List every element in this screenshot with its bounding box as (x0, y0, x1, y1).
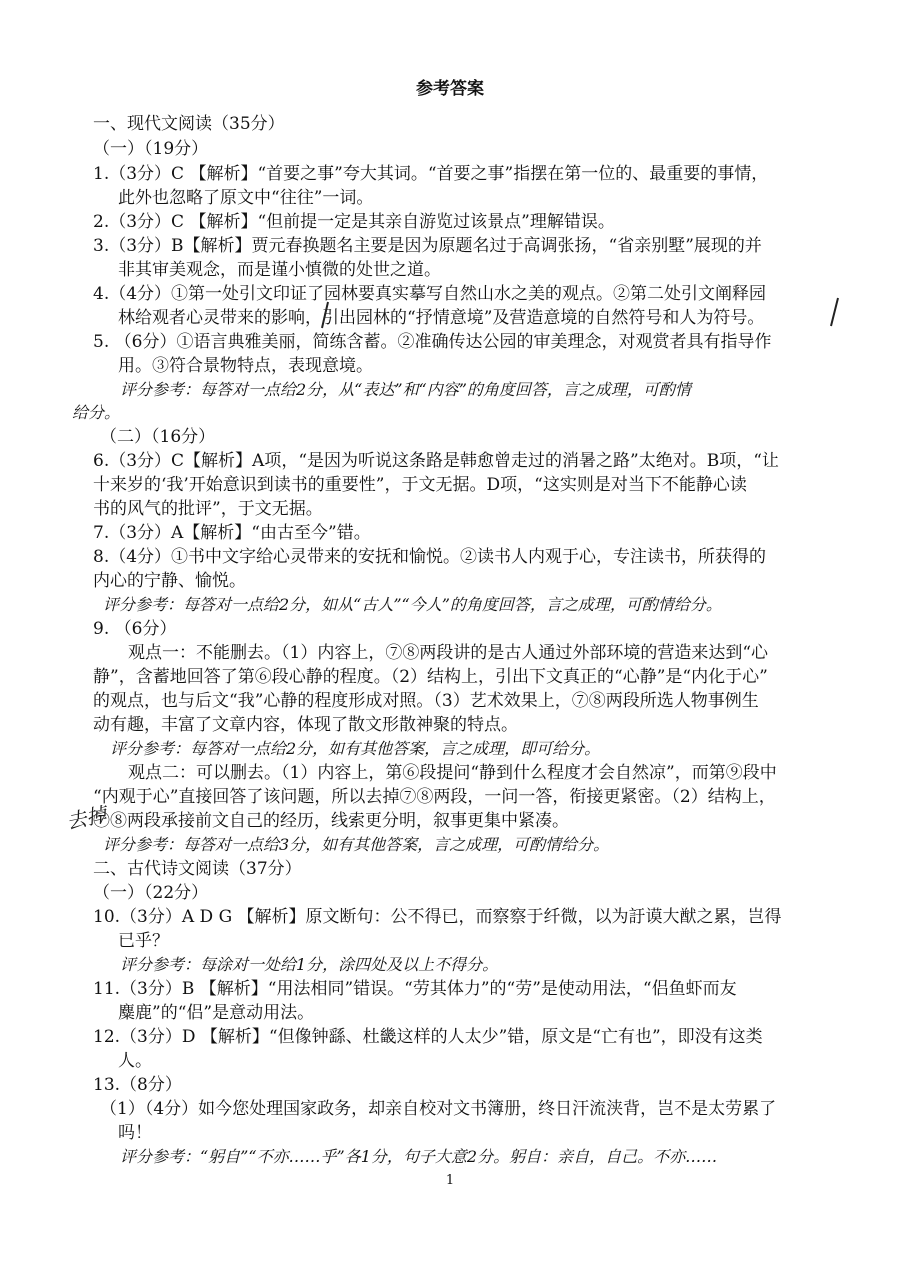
answer-line: 林给观者心灵带来的影响，引出园林的“抒情意境”及营造意境的自然符号和人为符号。 (118, 308, 765, 328)
answer-line: 书的风气的批评”，于文无据。 (93, 499, 323, 519)
pen-slash-mark (826, 296, 842, 330)
answer-line: 静”，含蓄地回答了第⑥段心静的程度。（2）结构上，引出下文真正的“心静”是“内化于心” (93, 667, 768, 687)
answer-line: 人。 (118, 1051, 152, 1071)
subsection-heading: （一）（19分） (93, 139, 209, 159)
answer-line: 9. （6分） (93, 619, 177, 639)
answer-line: 观点二：可以删去。（1）内容上，第⑥段提问“静到什么程度才会自然凉”，而第⑨段中 (128, 763, 777, 783)
answer-line: 已乎？ (118, 931, 169, 951)
answer-line: “内观于心”直接回答了该问题，所以去掉⑦⑧两段，一问一答，衔接更紧密。（2）结构上， (93, 787, 776, 807)
answer-line: 非其审美观念，而是谨小慎微的处世之道。 (118, 260, 441, 280)
answer-line: 11.（3分）B 【解析】“用法相同”错误。“劳其体力”的“劳”是使动用法，“侣鱼虾而友 (93, 979, 737, 999)
answer-line: 3.（3分）B【解析】贾元春换题名主要是因为原题名过于高调张扬，“省亲别墅”展现的并 (93, 236, 762, 256)
subsection-heading: （一）（22分） (93, 883, 209, 903)
answer-line: 1.（3分）C 【解析】“首要之事”夸大其词。“首要之事”指摆在第一位的、最重要的事情， (93, 164, 769, 184)
answer-line: 7.（3分）A【解析】“由古至今”错。 (93, 523, 371, 543)
answer-line: 10.（3分）A D G 【解析】原文断句：公不得已，而察察于纤微，以为訏谟大猷之累，岂得 (93, 907, 782, 927)
answer-line: 观点一：不能删去。（1）内容上，⑦⑧两段讲的是古人通过外部环境的营造来达到“心 (128, 643, 769, 663)
scoring-note: 评分参考：每答对一点给2分，从“表达”和“内容”的角度回答，言之成理，可酌情 (120, 380, 691, 399)
answer-line: 4.（4分）①第一处引文印证了园林要真实摹写自然山水之美的观点。②第二处引文阐释园 (93, 284, 767, 304)
answer-line: 8.（4分）①书中文字给心灵带来的安抚和愉悦。②读书人内观于心，专注读书，所获得的 (93, 547, 767, 567)
answer-line: 2.（3分）C 【解析】“但前提一定是其亲自游览过该景点”理解错误。 (93, 212, 615, 232)
answer-line: 用。③符合景物特点，表现意境。 (118, 356, 373, 376)
section-heading-classical-reading: 二、古代诗文阅读（37分） (93, 859, 302, 879)
answer-line: 十来岁的‘我’开始意识到读书的重要性”，于文无据。D项，“这实则是对当下不能静心读 (93, 475, 747, 495)
scoring-note: 评分参考：“躬自”“不亦……乎”各1分，句子大意2分。躬自：亲自，自己。不亦…… (120, 1147, 718, 1166)
scoring-note: 评分参考：每答对一点给2分，如从“古人”“今人”的角度回答，言之成理，可酌情给分。 (103, 595, 722, 614)
answer-line: 的观点，也与后文“我”心静的程度形成对照。（3）艺术效果上，⑦⑧两段所选人物事例生 (93, 691, 759, 711)
answer-line: 动有趣，丰富了文章内容，体现了散文形散神聚的特点。 (93, 715, 518, 735)
answer-line: 吗！ (118, 1123, 152, 1143)
scoring-note: 评分参考：每答对一点给2分，如有其他答案，言之成理，即可给分。 (110, 739, 601, 758)
answer-line: （1）（4分）如今您处理国家政务，却亲自校对文书簿册，终日汗流浃背，岂不是太劳累了 (100, 1099, 777, 1119)
answer-line: 此外也忽略了原文中“往往”一词。 (118, 188, 374, 208)
scoring-note: 评分参考：每涂对一处给1分，涂四处及以上不得分。 (120, 955, 499, 974)
answer-line: 5. （6分）①语言典雅美丽，简练含蓄。②准确传达公园的审美理念，对观赏者具有指导作 (93, 332, 772, 352)
answer-line: 6.（3分）C【解析】A项，“是因为听说这条路是韩愈曾走过的消暑之路”太绝对。B项，“让 (93, 451, 779, 471)
scoring-note: 评分参考：每答对一点给3分，如有其他答案，言之成理，可酌情给分。 (103, 835, 610, 854)
handwritten-note: 去掉 (64, 802, 109, 834)
answer-line: 麋鹿”的“侣”是意动用法。 (118, 1003, 315, 1023)
answer-line: ⑦⑧两段承接前文自己的经历，线索更分明，叙事更集中紧凑。 (93, 811, 569, 831)
section-heading-modern-reading: 一、现代文阅读（35分） (93, 114, 285, 134)
page-number: 1 (445, 1173, 455, 1188)
subsection-heading: （二）（16分） (100, 427, 216, 447)
answer-line: 12.（3分）D 【解析】“但像钟繇、杜畿这样的人太少”错，原文是“亡有也”，即没有这类 (93, 1027, 763, 1047)
page-title: 参考答案 (416, 79, 484, 99)
answer-line: 13.（8分） (93, 1075, 182, 1095)
answer-line: 内心的宁静、愉悦。 (93, 571, 246, 591)
scoring-note: 给分。 (72, 403, 121, 422)
